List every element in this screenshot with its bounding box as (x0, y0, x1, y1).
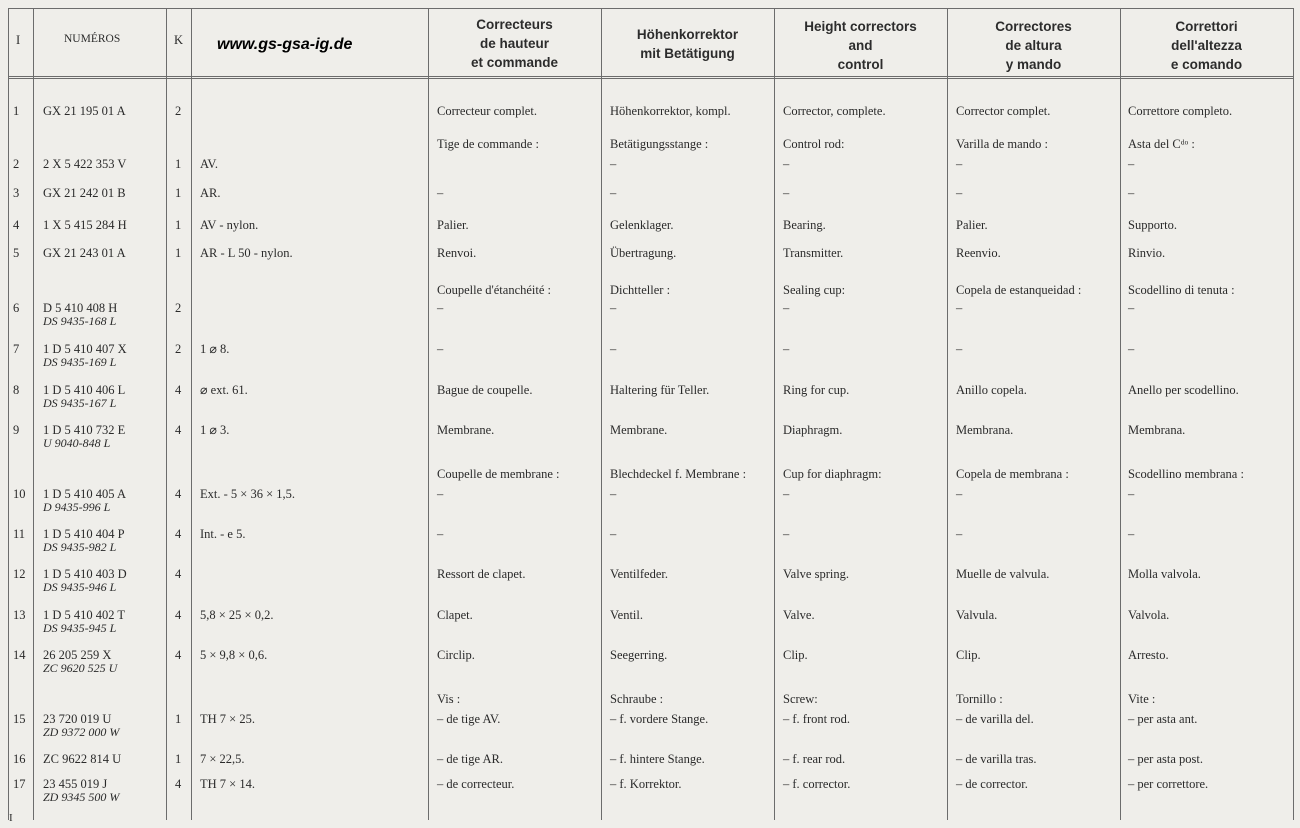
row-index: 15 (13, 712, 26, 726)
desc-german: Ventil. (610, 608, 643, 622)
part-number-alt: DS 9435-982 L (43, 540, 117, 554)
quantity-k: 4 (175, 567, 182, 581)
spec: AR. (200, 186, 221, 200)
row-index: 9 (13, 423, 20, 437)
spec: Ext. - 5 × 36 × 1,5. (200, 487, 295, 501)
desc-french: Correcteur complet. (437, 104, 537, 118)
part-number: 26 205 259 X (43, 648, 112, 662)
desc-german: – (610, 342, 617, 356)
quantity-k: 1 (175, 752, 182, 766)
row-index: 17 (13, 777, 26, 791)
desc-german: Schraube : (610, 692, 664, 706)
header-numbers: NUMÉROS (64, 33, 121, 45)
desc-italian: Rinvio. (1128, 246, 1166, 260)
spec: AV - nylon. (200, 218, 259, 232)
part-number: 1 D 5 410 404 P (43, 527, 125, 541)
header-k: K (174, 33, 184, 47)
desc-german: – f. Korrektor. (610, 777, 682, 791)
desc-italian: – per asta post. (1128, 752, 1203, 766)
page-mark: I (9, 812, 13, 824)
desc-english: – (783, 342, 790, 356)
desc-english: Control rod: (783, 137, 845, 151)
header-spanish: Correctores de altura y mando (995, 19, 1072, 72)
row-index: 2 (13, 157, 20, 171)
part-number: GX 21 242 01 B (43, 186, 126, 200)
desc-italian: – (1128, 527, 1135, 541)
desc-italian: – per asta ant. (1128, 712, 1198, 726)
spec: ⌀ ext. 61. (200, 383, 248, 397)
desc-english: Valve. (783, 608, 815, 622)
part-number-alt: D 9435-996 L (43, 500, 111, 514)
quantity-k: 2 (175, 342, 182, 356)
desc-french: – (437, 487, 444, 501)
desc-german: – (610, 301, 617, 315)
spec: 5,8 × 25 × 0,2. (200, 608, 274, 622)
desc-spanish: Varilla de mando : (956, 137, 1048, 151)
spec: AV. (200, 157, 218, 171)
spec: 1 ⌀ 8. (200, 342, 230, 356)
desc-french: Coupelle d'étanchéité : (437, 283, 552, 297)
desc-german: – (610, 157, 617, 171)
desc-german: Haltering für Teller. (610, 383, 710, 397)
part-number-alt: DS 9435-167 L (43, 396, 117, 410)
desc-german: Membrane. (610, 423, 668, 437)
part-number: 1 D 5 410 732 E (43, 423, 126, 437)
desc-spanish: Membrana. (956, 423, 1014, 437)
desc-french: Tige de commande : (437, 137, 539, 151)
quantity-k: 1 (175, 186, 182, 200)
desc-spanish: – (956, 487, 963, 501)
quantity-k: 1 (175, 246, 182, 260)
spec: TH 7 × 14. (200, 777, 255, 791)
desc-french: – (437, 301, 444, 315)
row-index: 11 (13, 527, 26, 541)
row-index: 1 (13, 104, 20, 118)
part-number: 1 D 5 410 403 D (43, 567, 127, 581)
row-index: 12 (13, 567, 26, 581)
row-index: 7 (13, 342, 20, 356)
desc-english: Sealing cup: (783, 283, 846, 297)
desc-french: – de correcteur. (437, 777, 515, 791)
part-number: 1 X 5 415 284 H (43, 218, 127, 232)
desc-spanish: Valvula. (956, 608, 998, 622)
desc-english: – (783, 186, 790, 200)
quantity-k: 4 (175, 527, 182, 541)
desc-spanish: Reenvio. (956, 246, 1001, 260)
desc-english: Ring for cup. (783, 383, 850, 397)
quantity-k: 1 (175, 218, 182, 232)
desc-spanish: Palier. (956, 218, 988, 232)
desc-french: Bague de coupelle. (437, 383, 533, 397)
desc-italian: – (1128, 186, 1135, 200)
part-number: GX 21 243 01 A (43, 246, 126, 260)
spec: 7 × 22,5. (200, 752, 245, 766)
part-number-alt: U 9040-848 L (43, 436, 111, 450)
desc-german: Betätigungsstange : (610, 137, 709, 151)
desc-french: – de tige AV. (437, 712, 501, 726)
desc-italian: Anello per scodellino. (1128, 383, 1239, 397)
desc-spanish: – (956, 157, 963, 171)
desc-english: – (783, 487, 790, 501)
desc-spanish: – de varilla tras. (956, 752, 1037, 766)
desc-italian: – (1128, 342, 1135, 356)
part-number: 1 D 5 410 405 A (43, 487, 126, 501)
header-german: Höhenkorrektor mit Betätigung (636, 27, 739, 61)
desc-german: – f. hintere Stange. (610, 752, 705, 766)
spec: 5 × 9,8 × 0,6. (200, 648, 268, 662)
desc-french: Clapet. (437, 608, 473, 622)
desc-italian: Correttore completo. (1128, 104, 1233, 118)
desc-spanish: – de varilla del. (956, 712, 1034, 726)
desc-spanish: Muelle de valvula. (956, 567, 1050, 581)
desc-spanish: – (956, 301, 963, 315)
desc-italian: – per correttore. (1128, 777, 1209, 791)
desc-french: – (437, 342, 444, 356)
desc-french: – (437, 186, 444, 200)
desc-italian: Vite : (1128, 692, 1156, 706)
desc-english: – f. rear rod. (783, 752, 846, 766)
desc-german: Seegerring. (610, 648, 668, 662)
header-index: I (16, 33, 21, 47)
row-index: 13 (13, 608, 26, 622)
part-number: 1 D 5 410 406 L (43, 383, 126, 397)
part-number-alt: ZC 9620 525 U (43, 661, 118, 675)
desc-german: – f. vordere Stange. (610, 712, 709, 726)
row-index: 8 (13, 383, 20, 397)
header-french: Correcteurs de hauteur et commande (470, 17, 559, 70)
desc-english: – (783, 157, 790, 171)
part-number-alt: DS 9435-946 L (43, 580, 117, 594)
desc-english: Cup for diaphragm: (783, 467, 882, 481)
desc-spanish: Tornillo : (956, 692, 1003, 706)
row-index: 6 (13, 301, 20, 315)
desc-english: Valve spring. (783, 567, 849, 581)
spec: TH 7 × 25. (200, 712, 255, 726)
desc-french: Membrane. (437, 423, 495, 437)
part-number: 23 720 019 U (43, 712, 112, 726)
desc-italian: Scodellino membrana : (1128, 467, 1244, 481)
desc-french: Renvoi. (437, 246, 477, 260)
quantity-k: 2 (175, 104, 182, 118)
desc-english: Corrector, complete. (783, 104, 886, 118)
row-index: 16 (13, 752, 26, 766)
quantity-k: 1 (175, 157, 182, 171)
desc-german: Übertragung. (610, 246, 677, 260)
desc-german: Dichtteller : (610, 283, 671, 297)
quantity-k: 4 (175, 487, 182, 501)
desc-italian: Molla valvola. (1128, 567, 1201, 581)
desc-english: – (783, 527, 790, 541)
desc-italian: Arresto. (1128, 648, 1169, 662)
desc-french: Coupelle de membrane : (437, 467, 560, 481)
desc-spanish: – (956, 527, 963, 541)
part-number-alt: DS 9435-169 L (43, 355, 117, 369)
spec: Int. - e 5. (200, 527, 246, 541)
row-index: 3 (13, 186, 20, 200)
quantity-k: 4 (175, 777, 182, 791)
desc-italian: Supporto. (1128, 218, 1177, 232)
desc-french: Palier. (437, 218, 469, 232)
quantity-k: 4 (175, 423, 182, 437)
desc-english: Bearing. (783, 218, 826, 232)
desc-english: Screw: (783, 692, 818, 706)
desc-english: – f. front rod. (783, 712, 850, 726)
row-index: 14 (13, 648, 26, 662)
quantity-k: 4 (175, 608, 182, 622)
row-index: 4 (13, 218, 20, 232)
part-number: 1 D 5 410 407 X (43, 342, 127, 356)
desc-spanish: – (956, 342, 963, 356)
desc-german: – (610, 527, 617, 541)
desc-french: – (437, 527, 444, 541)
desc-french: Ressort de clapet. (437, 567, 526, 581)
desc-spanish: Anillo copela. (956, 383, 1027, 397)
header-italian: Correttori dell'altezza e comando (1170, 19, 1243, 72)
desc-german: – (610, 186, 617, 200)
desc-english: Diaphragm. (783, 423, 843, 437)
row-index: 10 (13, 487, 26, 501)
desc-german: Gelenklager. (610, 218, 674, 232)
desc-italian: Asta del Cᵈᵒ : (1128, 137, 1195, 151)
desc-italian: Membrana. (1128, 423, 1186, 437)
row-index: 5 (13, 246, 20, 260)
header-english: Height correctors and control (804, 19, 917, 72)
part-number: ZC 9622 814 U (43, 752, 122, 766)
part-number: 2 X 5 422 353 V (43, 157, 127, 171)
desc-german: – (610, 487, 617, 501)
desc-spanish: Copela de estanqueidad : (956, 283, 1082, 297)
desc-italian: Scodellino di tenuta : (1128, 283, 1235, 297)
part-number-alt: ZD 9372 000 W (43, 725, 120, 739)
site-watermark: www.gs-gsa-ig.de (217, 36, 353, 53)
part-number: GX 21 195 01 A (43, 104, 126, 118)
part-number-alt: DS 9435-945 L (43, 621, 117, 635)
desc-spanish: – (956, 186, 963, 200)
desc-french: – de tige AR. (437, 752, 503, 766)
desc-italian: Valvola. (1128, 608, 1170, 622)
quantity-k: 1 (175, 712, 182, 726)
desc-spanish: – de corrector. (956, 777, 1028, 791)
desc-french: Vis : (437, 692, 461, 706)
desc-spanish: Clip. (956, 648, 981, 662)
desc-english: Clip. (783, 648, 808, 662)
desc-german: Blechdeckel f. Membrane : (610, 467, 747, 481)
desc-english: Transmitter. (783, 246, 844, 260)
desc-italian: – (1128, 487, 1135, 501)
desc-german: Höhenkorrektor, kompl. (610, 104, 731, 118)
desc-english: – f. corrector. (783, 777, 851, 791)
part-number-alt: DS 9435-168 L (43, 314, 117, 328)
part-number: D 5 410 408 H (43, 301, 118, 315)
desc-italian: – (1128, 157, 1135, 171)
desc-english: – (783, 301, 790, 315)
desc-spanish: Copela de membrana : (956, 467, 1069, 481)
quantity-k: 4 (175, 383, 182, 397)
quantity-k: 4 (175, 648, 182, 662)
desc-french: Circlip. (437, 648, 475, 662)
quantity-k: 2 (175, 301, 182, 315)
spec: 1 ⌀ 3. (200, 423, 230, 437)
spec: AR - L 50 - nylon. (200, 246, 293, 260)
part-number: 1 D 5 410 402 T (43, 608, 126, 622)
desc-italian: – (1128, 301, 1135, 315)
part-number-alt: ZD 9345 500 W (43, 790, 120, 804)
desc-spanish: Corrector complet. (956, 104, 1051, 118)
desc-german: Ventilfeder. (610, 567, 668, 581)
part-number: 23 455 019 J (43, 777, 108, 791)
